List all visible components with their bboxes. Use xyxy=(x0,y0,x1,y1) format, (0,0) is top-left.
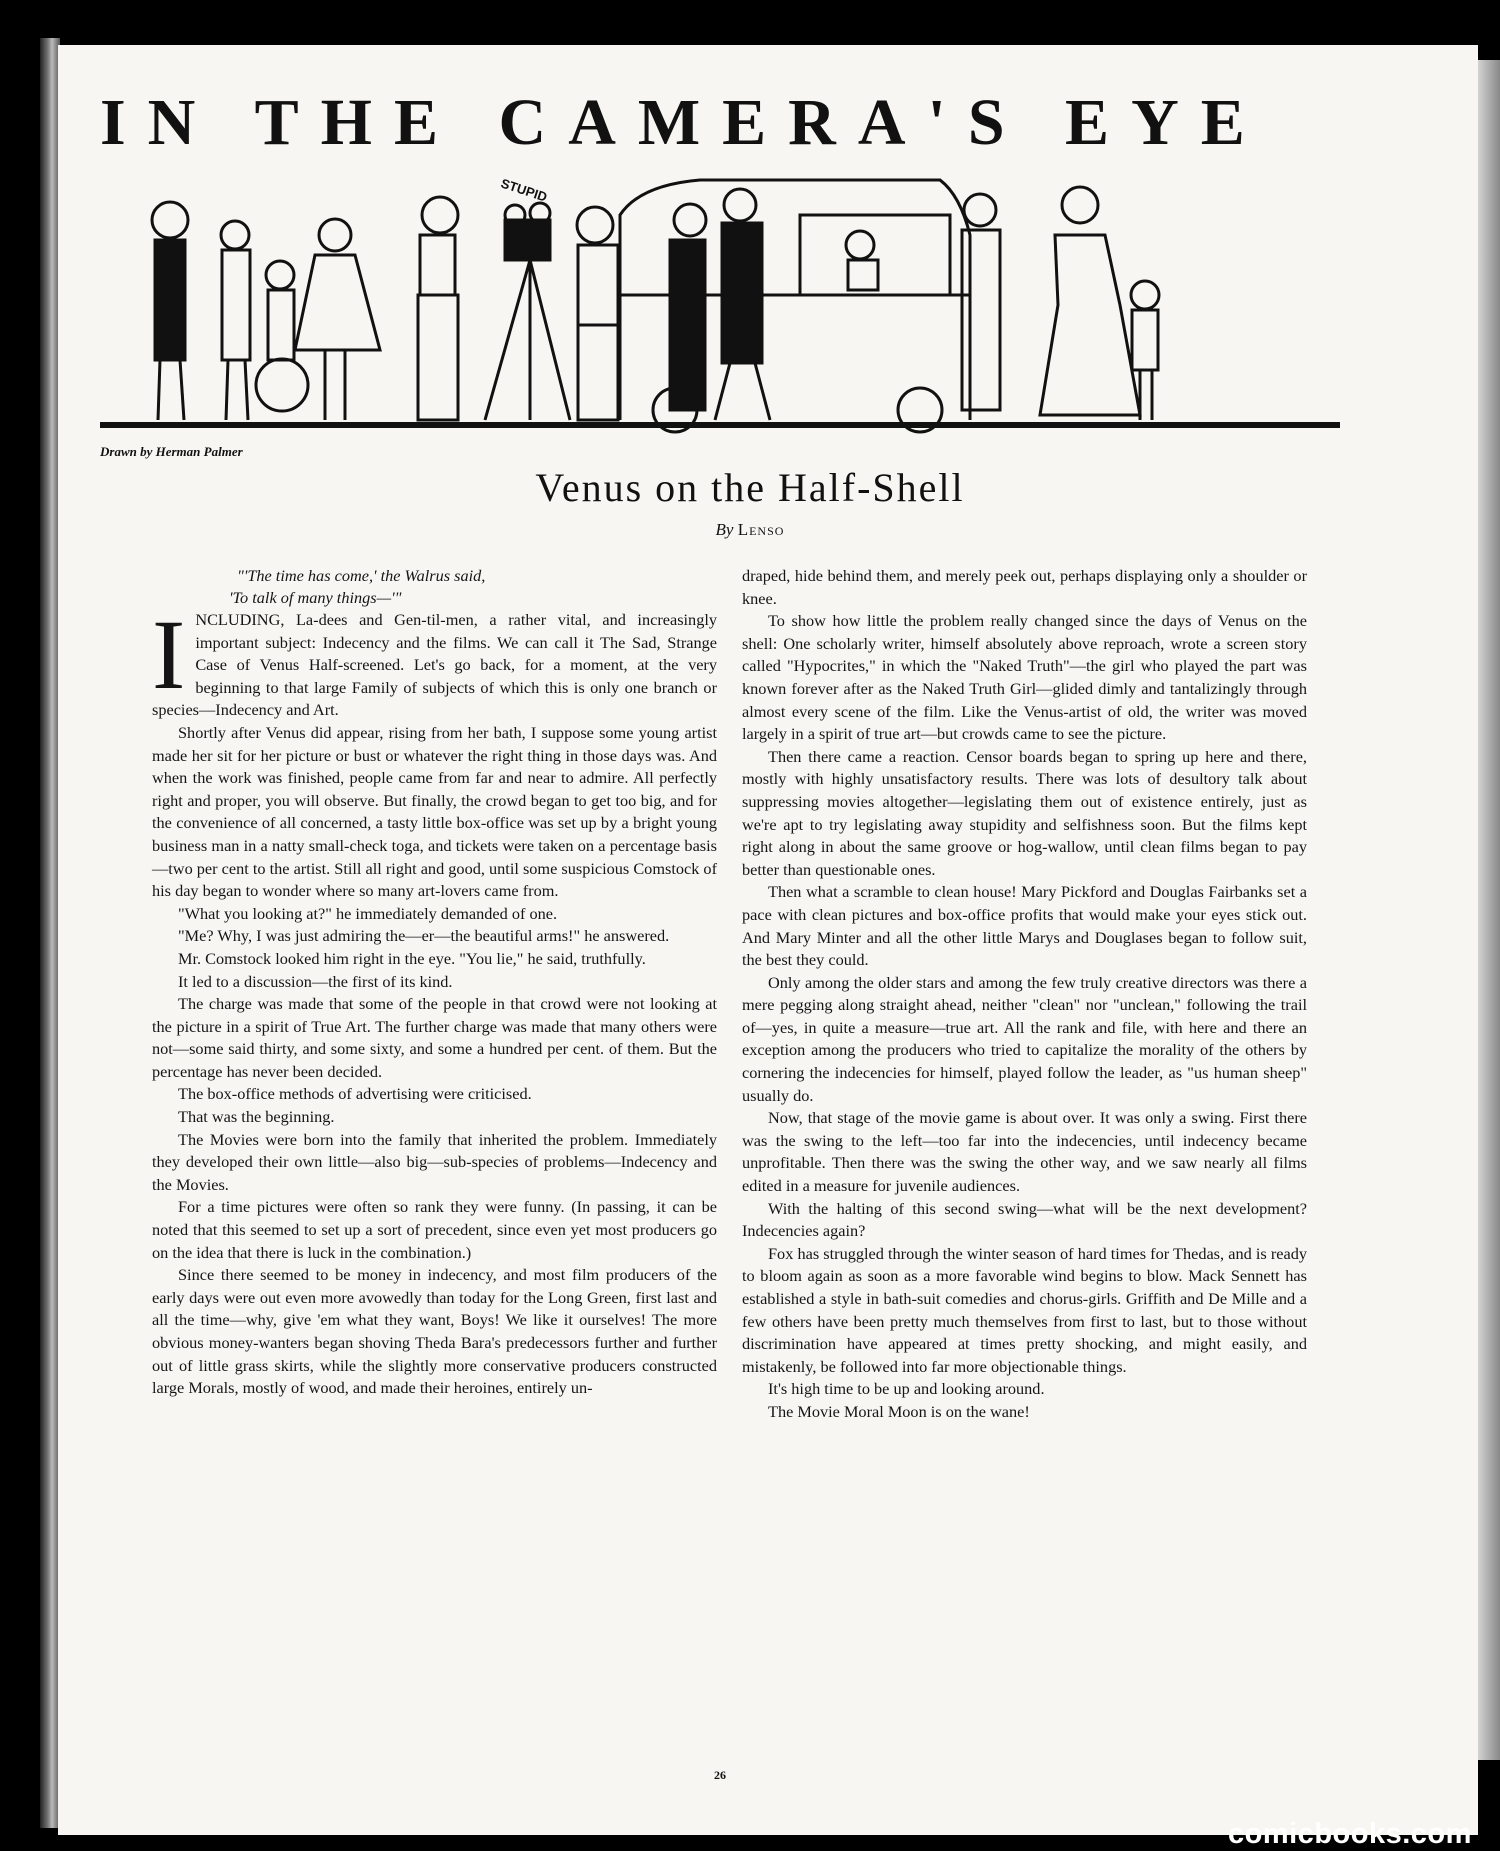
article-title: Venus on the Half-Shell xyxy=(535,465,965,510)
paragraph: Only among the older stars and among the few truly creative directors was there a mere pegging along straight ahead, neither "clean" nor "unclean," following the trail of—yes, in quite a measure—true art. All the rank and file, with here and there an exception among the producers who tried to capitalize the morality of the others by cornering the indecencies for himself, played follow the leader, as "us human sheep" usually do. xyxy=(742,972,1307,1105)
byline-by: By xyxy=(715,520,734,539)
paragraph: Since there seemed to be money in indecency, and most film producers of the early days were out even more avowedly than today for the Long Green, first last and all the time—why, give 'em what they want, Boys! We like it ourselves! The more obvious money-wanters began shoving Theda Bara's predecessors further and further out of little grass skirts, while the slightly more conservative producers constructed large Morals, mostly of wood, and made their heroines, entirely un- xyxy=(152,1265,717,1398)
section-title: IN THE CAMERA'S EYE xyxy=(100,86,1267,159)
paragraph: "Me? Why, I was just admiring the—er—the beautiful arms!" he answered. xyxy=(178,926,670,946)
article-column-right xyxy=(742,565,1307,1424)
paragraph: "What you looking at?" he immediately demanded of one. xyxy=(178,903,558,923)
paragraph: Now, that stage of the movie game is about over. It was only a swing. First there was the swing to the left—too far into the indecencies, until indecency became unprofitable. Then there was the swing the other way, and we saw nearly all films edited in a measure for juvenile audiences. xyxy=(742,1108,1307,1196)
epigraph-line: 'To talk of many things—'" xyxy=(229,588,402,607)
paragraph: Fox has struggled through the winter season of hard times for Thedas, and is ready to bloom again as soon as a more favorable wind begins to blow. Mack Sennett has established a style in bath-suit comedies and chorus-girls. Griffith and De Mille and a few others have been pretty much themselves from first to last, but to those without discrimination have appeared at times pretty shocking, and might easily, and mistakenly, be followed into far more objectionable things. xyxy=(742,1243,1307,1376)
page-number: 26 xyxy=(714,1768,726,1782)
epigraph xyxy=(229,565,717,609)
byline xyxy=(650,520,850,540)
paragraph: The Movies were born into the family that inherited the problem. Immediately they developed their own little—also big—sub-species of problems—Indecency and the Movies. xyxy=(152,1129,717,1194)
book-spine xyxy=(40,38,60,1828)
paragraph: Then what a scramble to clean house! Mary Pickford and Douglas Fairbanks set a pace with clean pictures and box-office profits that would make your eyes stick out. And Mary Minter and all the other little Marys and Douglases began to follow suit, the best they could. xyxy=(742,882,1307,970)
paragraph: With the halting of this second swing—what will be the next development? Indecencies again? xyxy=(742,1198,1307,1241)
drop-cap: I xyxy=(152,599,186,710)
stupid-sign-label: STUPID xyxy=(499,175,550,205)
paragraph: That was the beginning. xyxy=(178,1107,335,1127)
paragraph: Then there came a reaction. Censor boards began to spring up here and there, mostly with highly unsatisfactory results. There was lots of desultory talk about suppressing movies altogether—legislating them out of existence entirely, just as we're apt to try legislating away stupidity and selfishness soon. But the films kept right along in about the same groove or hog-wallow, until clean films began to pay better than questionable ones. xyxy=(742,746,1307,879)
site-watermark: comicbooks.com xyxy=(1228,1818,1472,1850)
paragraph: For a time pictures were often so rank they were funny. (In passing, it can be noted that this seemed to set up a sort of precedent, since even yet most producers go on the idea that there is luck in the combination.) xyxy=(152,1197,717,1262)
paragraph: Shortly after Venus did appear, rising from her bath, I suppose some young artist made her sit for her picture or bust or whatever the right thing in those days was. And when the work was finished, people came from far and near to admire. All perfectly right and proper, you will observe. But finally, the crowd began to get too big, and for the convenience of all concerned, a tasty little box-office was set up by a bright young business man in a natty small-check toga, and tickets were taken on a percentage basis—two per cent to the artist. Still all right and good, until some suspicious Comstock of his day began to wonder where so many art-lovers came from. xyxy=(152,722,717,901)
paragraph: It's high time to be up and looking around. xyxy=(768,1379,1045,1399)
paragraph: Mr. Comstock looked him right in the eye. "You lie," he said, truthfully. xyxy=(178,948,646,968)
paragraph: To show how little the problem really changed since the days of Venus on the shell: One scholarly writer, himself absolutely above reproach, wrote a screen story called "Hypocrites," in which the "Naked Truth"—the girl who played the part was known forever after as the Naked Truth Girl—glided dimly and tantalizingly through almost every scene of the film. Like the Venus-artist of old, the writer was moved largely in a spirit of true art—but crowds came to see the picture. xyxy=(742,611,1307,744)
next-page-edge xyxy=(1475,60,1500,1760)
header-illustration xyxy=(100,175,1340,440)
epigraph-line: "'The time has come,' the Walrus said, xyxy=(237,566,486,585)
paragraph-text: NCLUDING, La-dees and Gen-til-men, a rather vital, and increasingly important subject: Indecency and the films. We can call it The Sad, Strange Case of Venus Half-screened. Let's go back, for a moment, at the very beginning to that large Family of subjects of which this is only one branch or species—Indecency and Art. xyxy=(152,610,717,720)
paragraph: The box-office methods of advertising were criticised. xyxy=(178,1084,532,1104)
paragraph: It led to a discussion—the first of its kind. xyxy=(178,971,453,991)
paragraph-opening xyxy=(152,599,717,722)
illustration-credit: Drawn by Herman Palmer xyxy=(100,444,243,459)
byline-author: Lenso xyxy=(737,520,785,539)
paragraph: The charge was made that some of the people in that crowd were not looking at the picture in a spirit of True Art. The further charge was made that many others were not—some said thirty, and some sixty, and some a hundred per cent. of them. But the percentage has never been decided. xyxy=(152,994,717,1081)
paragraph-continued: draped, hide behind them, and merely peek out, perhaps displaying only a shoulder or knee. xyxy=(742,566,1307,608)
paragraph: The Movie Moral Moon is on the wane! xyxy=(768,1401,1030,1421)
article-column-left xyxy=(152,565,717,1400)
